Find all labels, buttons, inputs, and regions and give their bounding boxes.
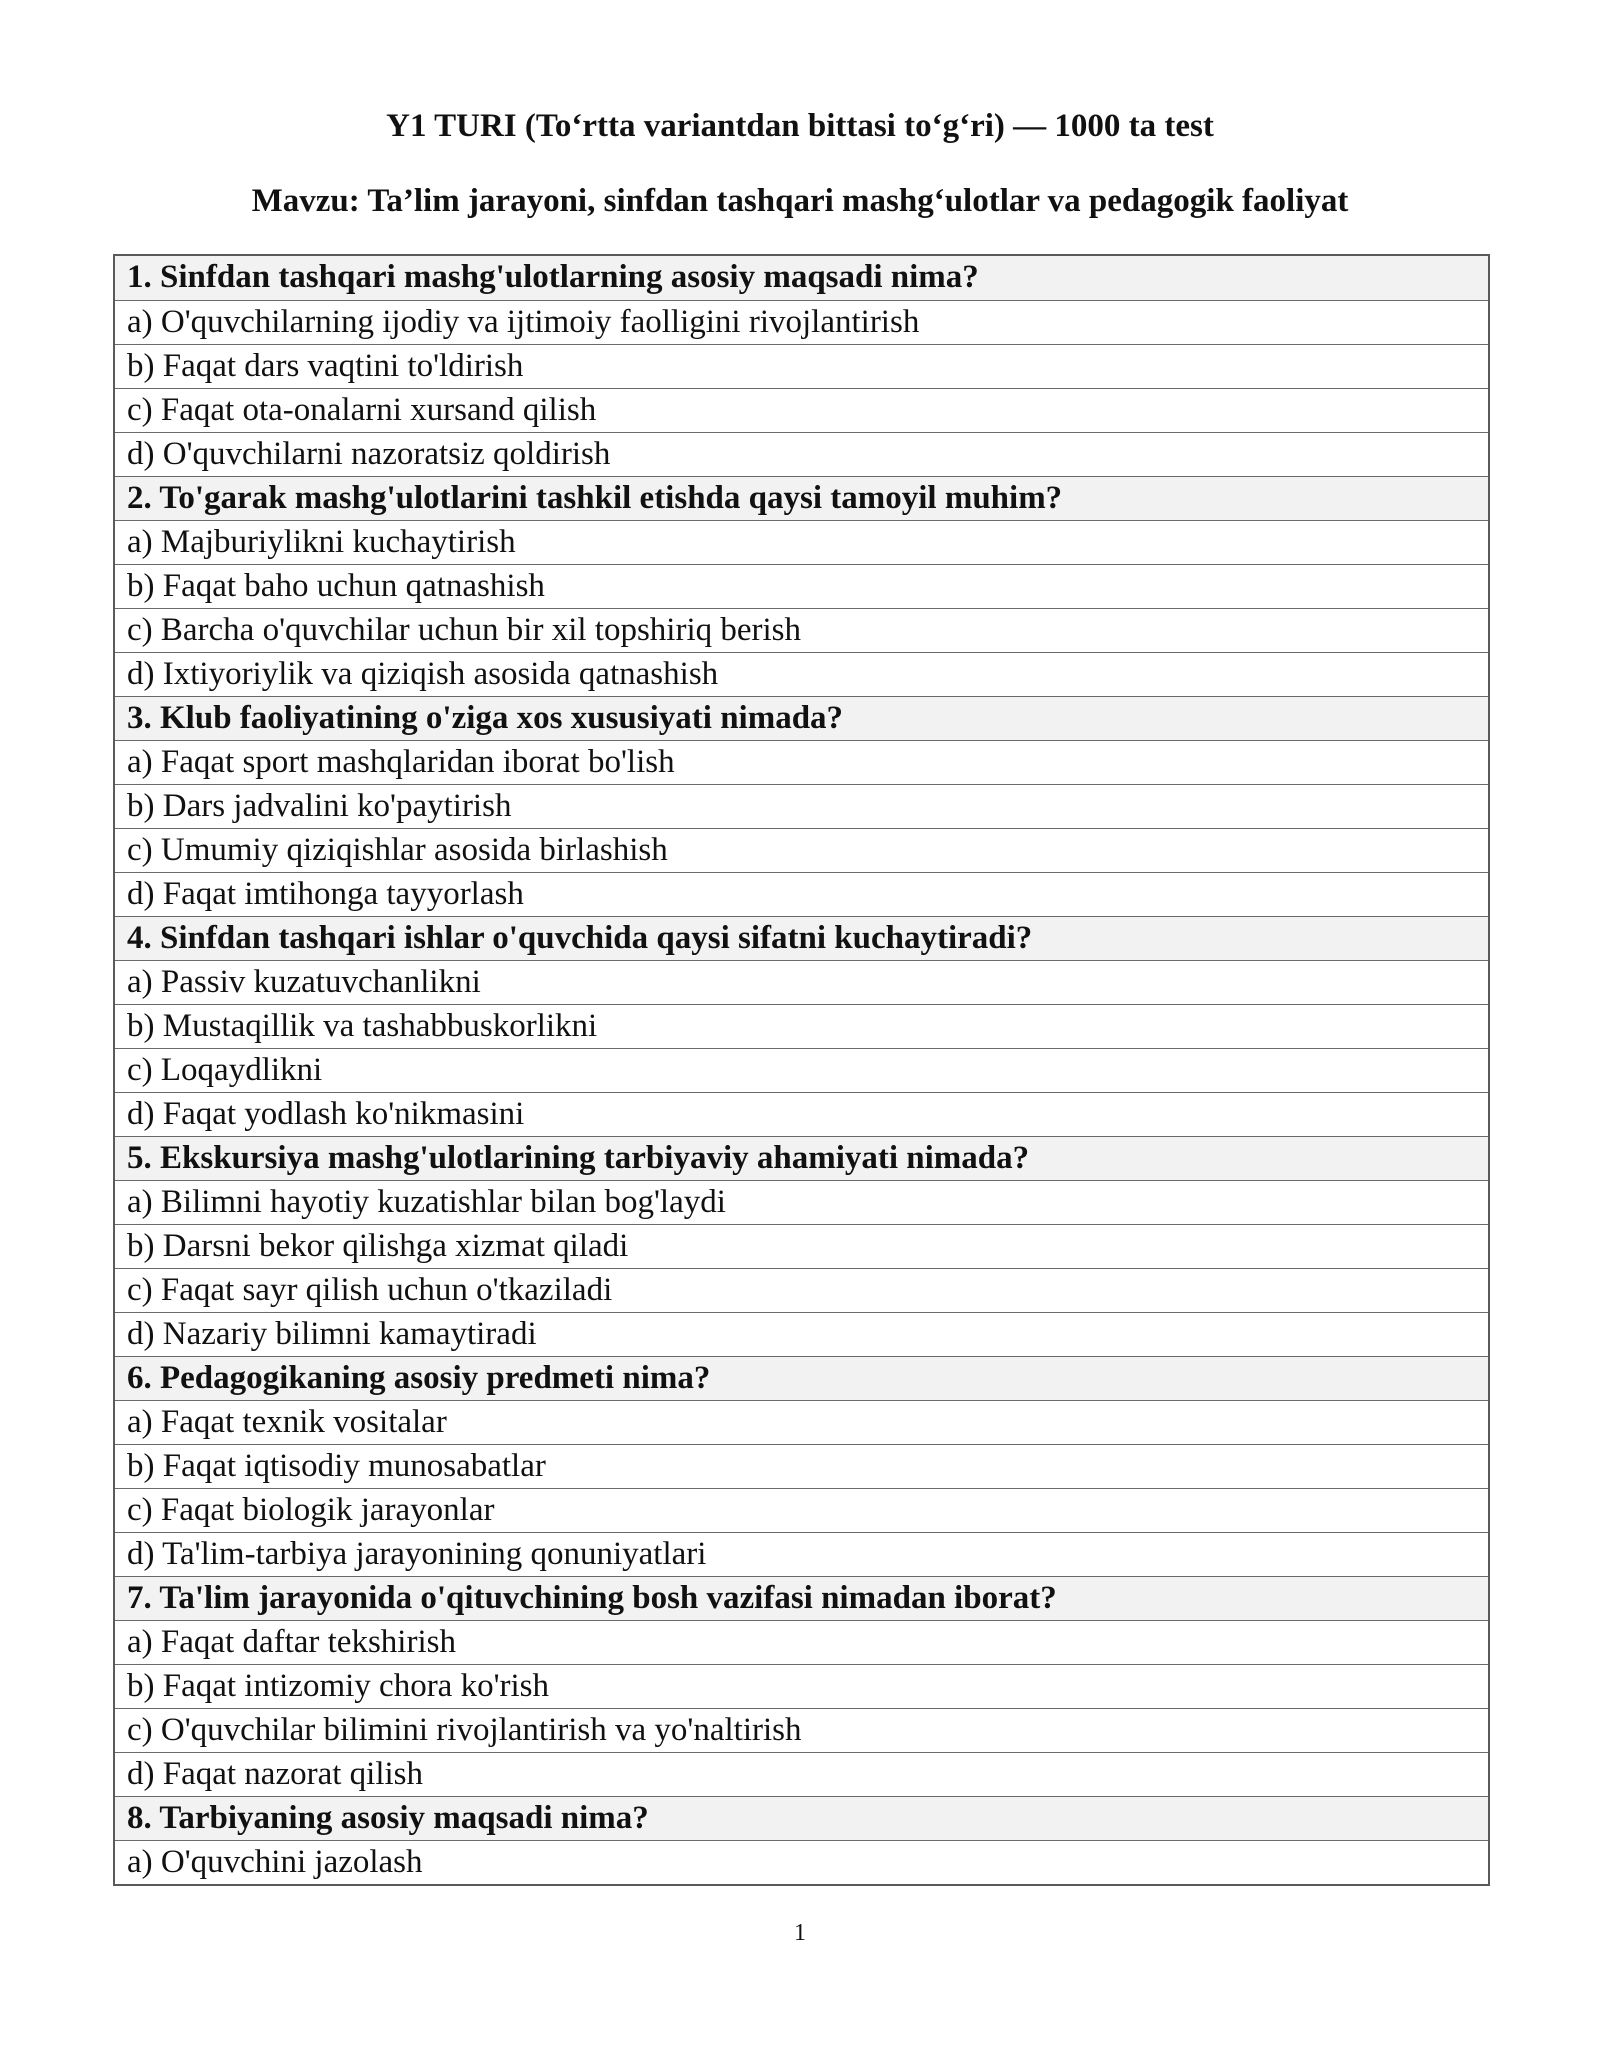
question-row: 1. Sinfdan tashqari mashg'ulotlarning asosiy maqsadi nima? bbox=[115, 256, 1488, 300]
answer-option-row: b) Darsni bekor qilishga xizmat qiladi bbox=[115, 1224, 1488, 1268]
answer-option-row: a) Faqat daftar tekshirish bbox=[115, 1620, 1488, 1664]
answer-option-row: d) Faqat imtihonga tayyorlash bbox=[115, 872, 1488, 916]
answer-option-row: b) Faqat dars vaqtini to'ldirish bbox=[115, 344, 1488, 388]
answer-option-row: d) Nazariy bilimni kamaytiradi bbox=[115, 1312, 1488, 1356]
question-row: 8. Tarbiyaning asosiy maqsadi nima? bbox=[115, 1796, 1488, 1840]
answer-option-row: b) Dars jadvalini ko'paytirish bbox=[115, 784, 1488, 828]
answer-option-row: c) Faqat ota-onalarni xursand qilish bbox=[115, 388, 1488, 432]
answer-option-row: d) Ixtiyoriylik va qiziqish asosida qatnashish bbox=[115, 652, 1488, 696]
answer-option-row: c) Faqat biologik jarayonlar bbox=[115, 1488, 1488, 1532]
answer-option-row: d) O'quvchilarni nazoratsiz qoldirish bbox=[115, 432, 1488, 476]
question-row: 7. Ta'lim jarayonida o'qituvchining bosh vazifasi nimadan iborat? bbox=[115, 1576, 1488, 1620]
question-row: 2. To'garak mashg'ulotlarini tashkil etishda qaysi tamoyil muhim? bbox=[115, 476, 1488, 520]
page-number: 1 bbox=[794, 1920, 806, 1946]
answer-option-row: b) Faqat baho uchun qatnashish bbox=[115, 564, 1488, 608]
answer-option-row: a) O'quvchilarning ijodiy va ijtimoiy faolligini rivojlantirish bbox=[115, 300, 1488, 344]
answer-option-row: a) Faqat sport mashqlaridan iborat bo'lish bbox=[115, 740, 1488, 784]
answer-option-row: c) O'quvchilar bilimini rivojlantirish va yo'naltirish bbox=[115, 1708, 1488, 1752]
question-row: 6. Pedagogikaning asosiy predmeti nima? bbox=[115, 1356, 1488, 1400]
question-row: 3. Klub faoliyatining o'ziga xos xususiyati nimada? bbox=[115, 696, 1488, 740]
answer-option-row: a) Passiv kuzatuvchanlikni bbox=[115, 960, 1488, 1004]
answer-option-row: a) O'quvchini jazolash bbox=[115, 1840, 1488, 1884]
document-subtitle: Mavzu: Ta’lim jarayoni, sinfdan tashqari mashg‘ulotlar va pedagogik faoliyat bbox=[251, 183, 1349, 219]
answer-option-row: c) Loqaydlikni bbox=[115, 1048, 1488, 1092]
answer-option-row: b) Faqat iqtisodiy munosabatlar bbox=[115, 1444, 1488, 1488]
answer-option-row: c) Barcha o'quvchilar uchun bir xil topshiriq berish bbox=[115, 608, 1488, 652]
question-row: 4. Sinfdan tashqari ishlar o'quvchida qaysi sifatni kuchaytiradi? bbox=[115, 916, 1488, 960]
answer-option-row: a) Majburiylikni kuchaytirish bbox=[115, 520, 1488, 564]
answer-option-row: d) Ta'lim-tarbiya jarayonining qonuniyatlari bbox=[115, 1532, 1488, 1576]
answer-option-row: d) Faqat yodlash ko'nikmasini bbox=[115, 1092, 1488, 1136]
document-title: Y1 TURI (To‘rtta variantdan bittasi to‘g‘ri) — 1000 ta test bbox=[386, 108, 1214, 144]
answer-option-row: a) Bilimni hayotiy kuzatishlar bilan bog'laydi bbox=[115, 1180, 1488, 1224]
question-row: 5. Ekskursiya mashg'ulotlarining tarbiyaviy ahamiyati nimada? bbox=[115, 1136, 1488, 1180]
answer-option-row: b) Mustaqillik va tashabbuskorlikni bbox=[115, 1004, 1488, 1048]
answer-option-row: b) Faqat intizomiy chora ko'rish bbox=[115, 1664, 1488, 1708]
questions-table bbox=[113, 254, 1490, 1886]
answer-option-row: a) Faqat texnik vositalar bbox=[115, 1400, 1488, 1444]
answer-option-row: d) Faqat nazorat qilish bbox=[115, 1752, 1488, 1796]
answer-option-row: c) Faqat sayr qilish uchun o'tkaziladi bbox=[115, 1268, 1488, 1312]
answer-option-row: c) Umumiy qiziqishlar asosida birlashish bbox=[115, 828, 1488, 872]
